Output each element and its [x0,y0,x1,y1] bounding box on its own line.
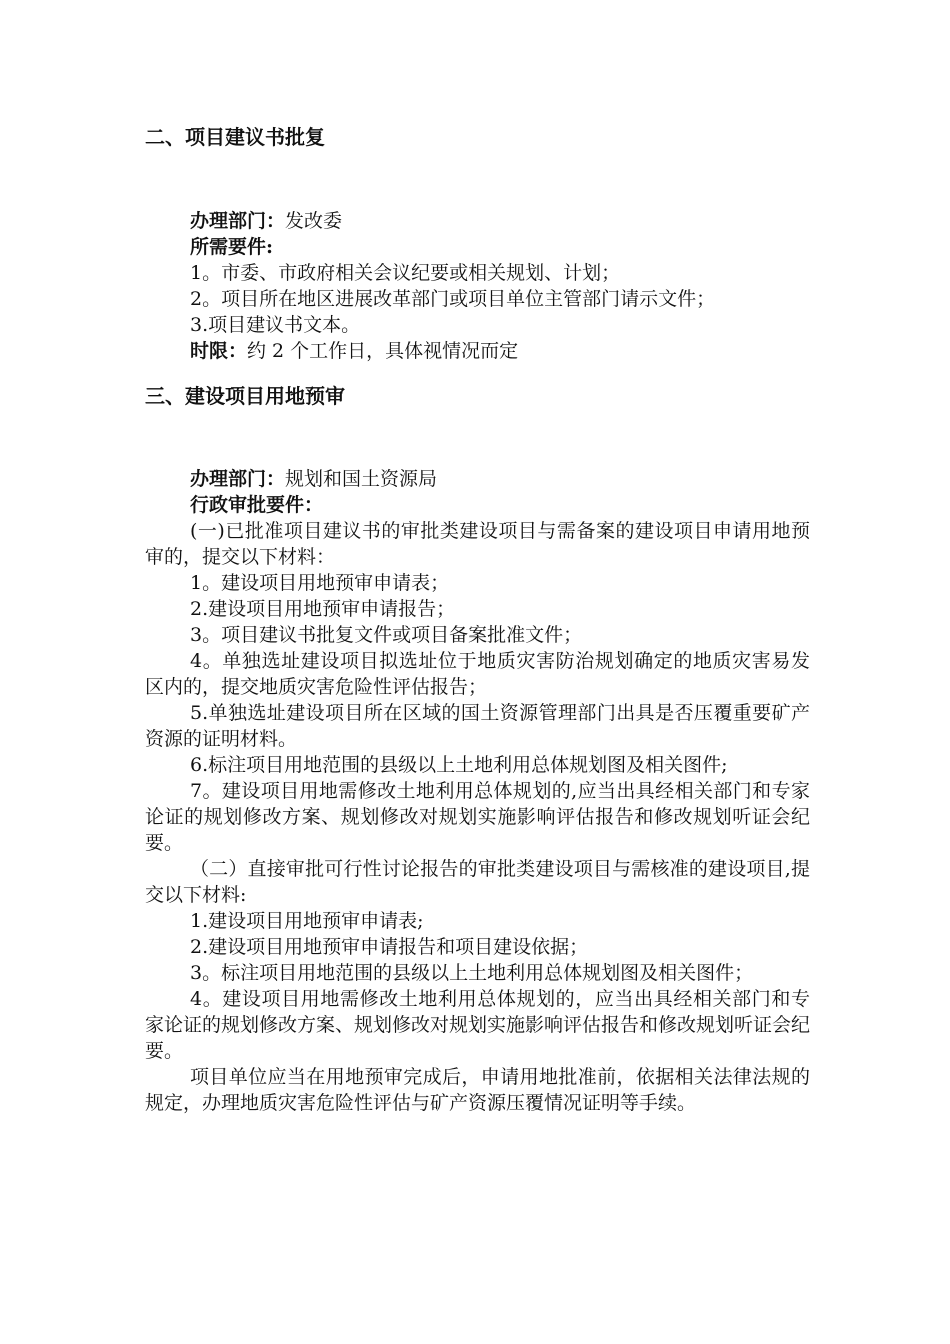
part-1-item: 2.建设项目用地预审申请报告； [190,598,456,620]
dept-value: 规划和国土资源局 [285,468,438,490]
part-1-item: 1。建设项目用地预审申请表； [190,572,450,594]
part-1-item: 4。单独选址建设项目拟选址位于地质灾害防治规划确定的地质灾害易发区内的，提交地质灾害危险性评估报告； [145,650,810,698]
part-2-intro: （二）直接审批可行性讨论报告的审批类建设项目与需核准的建设项目,提交以下材料: [145,858,810,906]
requirements-label: 所需要件: [190,236,274,258]
time-value: 约 2 个工作日，具体视情况而定 [247,340,519,362]
part-2-item: 2.建设项目用地预审申请报告和项目建设依据； [190,936,589,958]
part-1-item: 3。项目建议书批复文件或项目备案批准文件； [190,624,583,646]
dept-line [145,208,810,234]
part-1-item: 7。建设项目用地需修改土地利用总体规划的,应当出具经相关部门和专家论证的规划修改方案、规划修改对规划实施影响评估报告和修改规划听证会纪要。 [145,780,810,854]
dept-value: 发改委 [285,210,343,232]
part-1-item: 6.标注项目用地范围的县级以上土地利用总体规划图及相关图件; [190,754,728,776]
section-2-body [145,208,810,364]
dept-label: 办理部门： [190,210,286,232]
requirements-label: 行政审批要件： [190,494,324,516]
dept-label: 办理部门： [190,468,286,490]
dept-line [145,466,810,492]
requirement-item: 2。项目所在地区进展改革部门或项目单位主管部门请示文件； [190,288,716,310]
part-2-item: 3。标注项目用地范围的县级以上土地利用总体规划图及相关图件； [190,962,754,984]
requirement-item: 1。市委、市政府相关会议纪要或相关规划、计划； [190,262,621,284]
time-limit-line [145,338,810,364]
section-3-body [145,466,810,1116]
part-1-item: 5.单独选址建设项目所在区域的国土资源管理部门出具是否压覆重要矿产资源的证明材料。 [145,702,810,750]
requirement-item: 3.项目建议书文本。 [190,314,361,336]
closing-paragraph: 项目单位应当在用地预审完成后，申请用地批准前，依据相关法律法规的规定，办理地质灾害危险性评估与矿产资源压覆情况证明等手续。 [145,1066,810,1114]
part-2-item: 4。建设项目用地需修改土地利用总体规划的，应当出具经相关部门和专家论证的规划修改方案、规划修改对规划实施影响评估报告和修改规划听证会纪要。 [145,988,811,1062]
time-label: 时限： [190,340,248,362]
part-1-intro: (一)已批准项目建议书的审批类建设项目与需备案的建设项目申请用地预审的，提交以下材料： [145,520,810,568]
part-2-item: 1.建设项目用地预审申请表; [190,910,424,932]
section-3-heading: 三、建设项目用地预审 [145,384,345,408]
section-2-heading: 二、项目建议书批复 [145,125,325,149]
